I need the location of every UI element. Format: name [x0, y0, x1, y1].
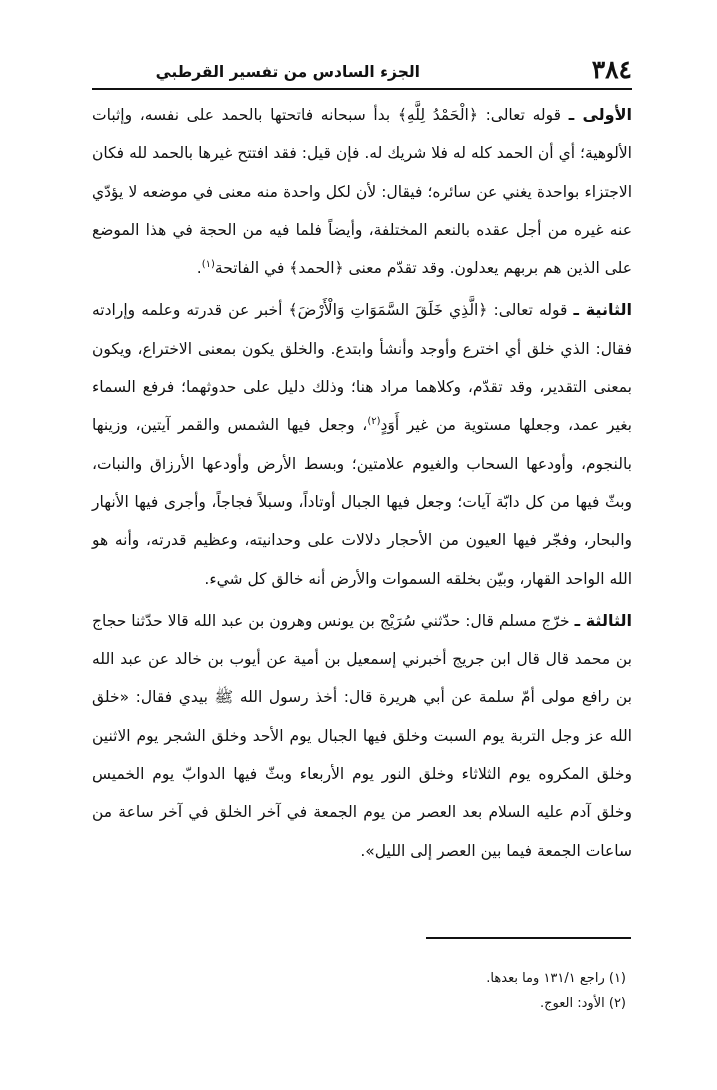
page-body: [92, 96, 632, 870]
footnote-ref: (٢): [367, 416, 381, 428]
section-text-after: ، وجعل فيها الشمس والقمر آيتين، وزينها بالنجوم، وأودعها السحاب والغيوم علامتين؛ وبسط الأرض وأودعها الأرزاق والنبات، وبثّ فيها من كل دابّة آيات؛ وجعل فيها الجبال أوتاداً، وسبلاً فجاجاً، وأجرى فيها الأنهار والبحار، وفجّر فيها العيون من الأحجار دلالات على وحدانيته، وعظيم قدرته، وأنه هو الله الواحد القهار، وبيّن بخلقه السموات والأرض أنه خالق كل شيء.: [92, 416, 632, 588]
footnote-item: (٢) الأود: العوج.: [540, 996, 626, 1011]
section-label: الثانية ـ: [573, 300, 633, 320]
section-first: [92, 96, 632, 287]
header-rule: [92, 88, 632, 90]
section-label: الثالثة ـ: [574, 610, 632, 630]
footnote-rule: [426, 937, 631, 939]
section-text: قوله تعالى: ﴿الَّذِي خَلَقَ السَّمَوَاتِ وَالْأَرْضَ﴾ أخبر عن قدرته وعلمه وإرادته فقال: الذي خلق أي اخترع وأوجد وأنشأ وابتدع. والخلق يكون بمعنى الاختراع، ويكون بمعنى التقدير، وقد تقدّم، وكلاهما مراد هنا؛ وذلك دليل على حدوثهما؛ فرفع السماء بغير عمد، وجعلها مستوية من غير أَوَدٍ: [92, 301, 632, 435]
section-text: خرّج مسلم قال: حدّثني سُرَيْج بن يونس وهرون بن عبد الله قالا حدّثنا حجاج بن محمد قال قال ابن جريج أخبرني إسمعيل بن أمية عن أيوب بن خالد عن عبد الله بن رافع مولى أمّ سلمة عن أبي هريرة قال: أخذ رسول الله ﷺ بيدي فقال: «خلق الله عز وجل التربة يوم السبت وخلق فيها الجبال يوم الأحد وخلق الشجر يوم الاثنين وخلق المكروه يوم الثلاثاء وخلق النور يوم الأربعاء وبثّ فيها الدوابّ يوم الخميس وخلق آدم عليه السلام بعد العصر من يوم الجمعة في آخر الخلق في آخر ساعة من ساعات الجمعة فيما بين العصر إلى الليل».: [92, 611, 632, 860]
section-label: الأولى ـ: [568, 105, 632, 124]
section-third: [92, 602, 632, 870]
section-text: قوله تعالى: ﴿الْحَمْدُ لِلَّهِ﴾ بدأ سبحانه فاتحتها بالحمد على نفسه، وإثبات الألوهية؛ أي أن الحمد كله له فلا شريك له. فإن قيل: فقد افتتح غيرها بالحمد لله فكان الاجتزاء بواحدة يغني عن سائره؛ فيقال: لأن لكل واحدة منه معنى في موضعه لا يؤدّي عنه غيره من أجل عقده بالنعم المختلفة، وأيضاً فلما فيه من الحجة في هذا الموضع على الذين هم بربهم يعدلون. وقد تقدّم معنى ﴿الحمد﴾ في الفاتحة: [92, 106, 632, 278]
footnotes: [260, 966, 626, 1016]
page-header: [92, 52, 632, 88]
footnote-item: (١) راجع ١٣١/١ وما بعدها.: [486, 971, 626, 986]
section-text-after: .: [196, 259, 202, 278]
page-number: ٣٨٤: [591, 55, 632, 84]
footnote-ref: (١): [201, 259, 215, 271]
section-second: [92, 291, 632, 597]
running-title: الجزء السادس من تفسير القرطبي: [155, 63, 420, 81]
